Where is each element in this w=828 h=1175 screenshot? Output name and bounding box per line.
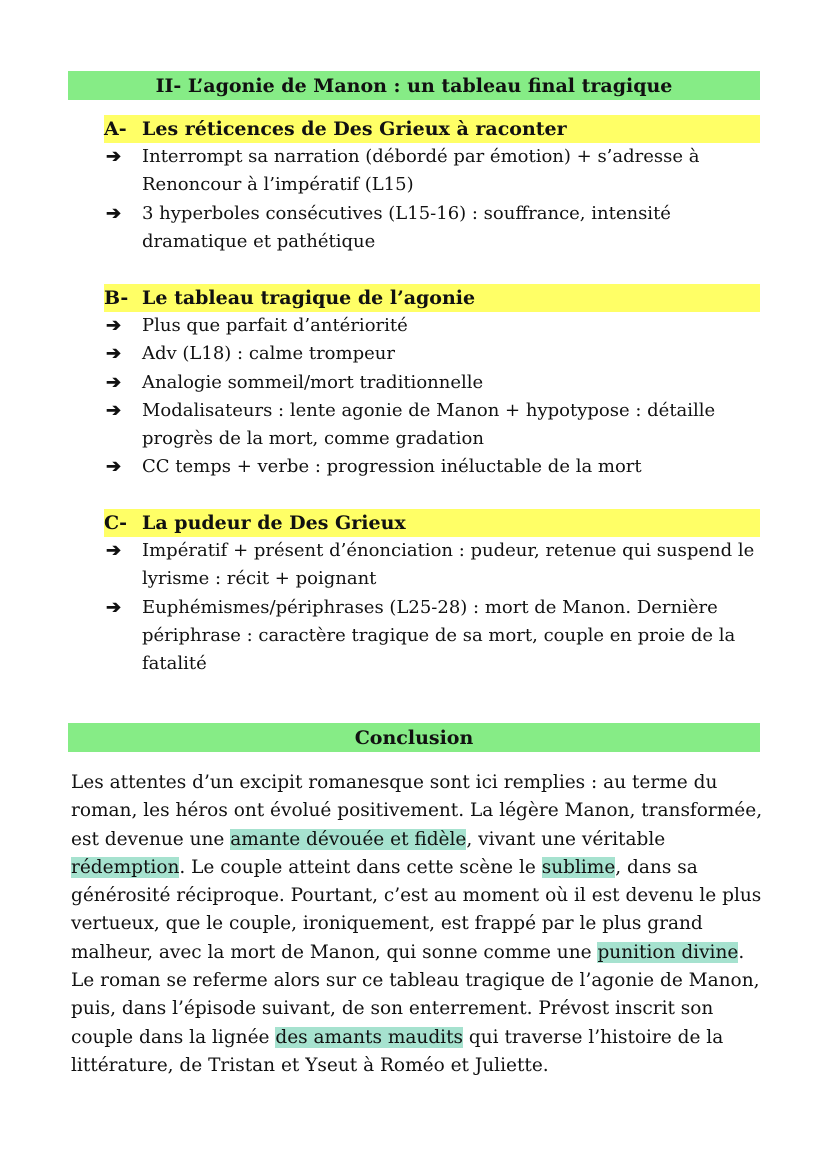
highlight: des amants maudits <box>275 1026 464 1048</box>
arrow-right-icon: ➔ <box>106 146 122 167</box>
subsection-title: Les réticences de Des Grieux à raconter <box>142 118 567 140</box>
subsection-b-heading <box>104 284 760 312</box>
subsection-c-heading <box>104 509 760 537</box>
arrow-right-icon: ➔ <box>106 399 122 421</box>
arrow-right-icon: ➔ <box>106 315 122 336</box>
list-item: ➔ Interrompt sa narration (débordé par émotion) + s’adresse à Renoncour à l’impératif (L15) <box>104 143 760 200</box>
arrow-right-icon: ➔ <box>106 371 122 393</box>
highlight: sublime <box>541 856 616 878</box>
highlight: punition divine <box>597 941 739 963</box>
list-item: ➔ 3 hyperboles consécutives (L15-16) : souffrance, intensité dramatique et pathétique <box>104 200 760 257</box>
subsection-letter: C- <box>104 512 128 534</box>
list-item: ➔ Adv (L18) : calme trompeur <box>104 340 760 368</box>
subsection-b-list <box>104 312 760 482</box>
subsection-letter: A- <box>104 118 127 140</box>
arrow-right-icon: ➔ <box>106 456 122 478</box>
arrow-right-icon: ➔ <box>106 202 122 224</box>
arrow-right-icon: ➔ <box>106 343 122 365</box>
arrow-right-icon: ➔ <box>106 540 122 561</box>
subsection-title: Le tableau tragique de l’agonie <box>142 287 476 309</box>
highlight: amante dévouée et fidèle <box>230 828 467 850</box>
list-item: ➔ Analogie sommeil/mort traditionnelle <box>104 369 760 397</box>
section-title: II- L’agonie de Manon : un tableau final tragique <box>68 71 760 100</box>
list-item: ➔ Modalisateurs : lente agonie de Manon + hypotypose : détaille progrès de la mort, comme gradation <box>104 397 760 454</box>
list-item: ➔ Euphémismes/périphrases (L25-28) : mort de Manon. Dernière périphrase : caractère tragique de sa mort, couple en proie de la fatalité <box>104 594 760 679</box>
list-item: ➔ CC temps + verbe : progression inéluctable de la mort <box>104 453 760 481</box>
subsection-a-list <box>104 143 760 256</box>
list-item: ➔ Impératif + présent d’énonciation : pudeur, retenue qui suspend le lyrisme : récit + poignant <box>104 537 760 594</box>
conclusion-title: Conclusion <box>68 723 760 752</box>
list-item: ➔ Plus que parfait d’antériorité <box>104 312 760 340</box>
subsection-letter: B- <box>104 287 129 309</box>
subsection-a-heading <box>104 115 760 143</box>
highlight: rédemption <box>71 856 180 878</box>
subsection-c-list <box>104 537 760 678</box>
subsection-title: La pudeur de Des Grieux <box>142 512 406 534</box>
arrow-right-icon: ➔ <box>106 596 122 618</box>
conclusion-paragraph: Les attentes d’un excipit romanesque sont ici remplies : au terme du roman, les héros ont évolué positivement. La légère Manon, transformée, est devenue une amante dévouée et fidèle, vivant une véritable rédemption. Le couple atteint dans cette scène le sublime, dans sa générosité réciproque. Pourtant, c’est au moment où il est devenu le plus vertueux, que le couple, ironiquement, est frappé par le plus grand malheur, avec la mort de Manon, qui sonne comme une punition divine. Le roman se referme alors sur ce tableau tragique de l’agonie de Manon, puis, dans l’épisode suivant, de son enterrement. Prévost inscrit son couple dans la lignée des amants maudits qui traverse l’histoire de la littérature, de Tristan et Yseut à Roméo et Juliette. <box>71 772 763 1076</box>
